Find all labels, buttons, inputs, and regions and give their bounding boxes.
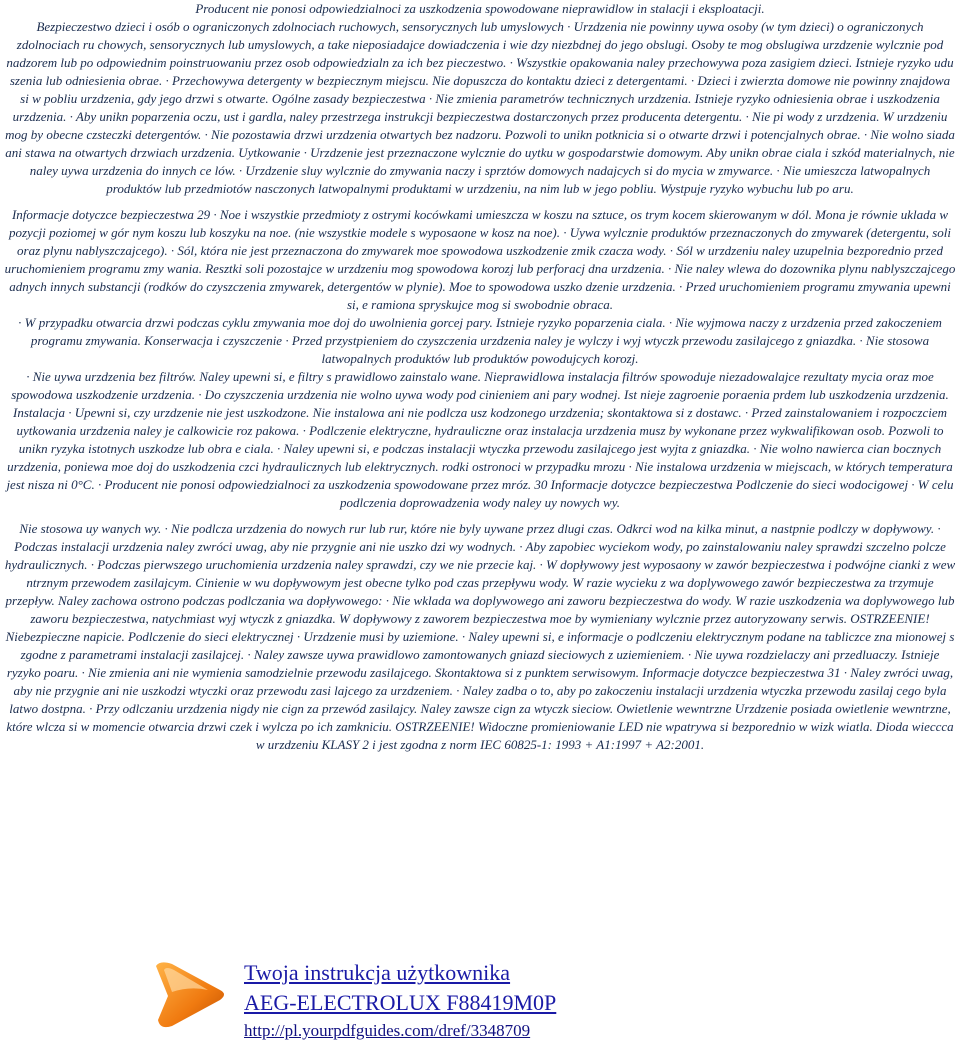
- orange-arrow-icon: [150, 956, 230, 1032]
- url-link[interactable]: http://pl.yourpdfguides.com/dref/3348709: [244, 1021, 531, 1040]
- paragraph: Nie stosowa uy wanych wy. · Nie podlcza urzdzenia do nowych rur lub rur, które nie byly uywane przez dlugi czas. Odkrci wod na kilka minut, a nastpnie podlczy w dopływowy. · Podczas instalacji urzdzenia naley zwróci uwag, aby nie przygnie ani nie uszko dzi wy wodnych. · Aby zapobiec wyciekom wody, po zainstalowaniu naley sprawdzi szczelno polcze hydraulicznych. · Podczas pierwszego uruchomienia urzdzenia naley sprawdzi, czy we nie przecie kaj. · W dopływowy jest wyposaony w zawór bezpieczestwa i podwójne cianki z wew ntrznym przewodem zasilajcym. Cinienie w wu dopływowym jest obecne tylko pod czas przepływu wody. W razie wycieku z wa doplywowego zawór bezpieczestwa za trzymuje przepływ. Naley zachowa ostrono podczas podlczania wa dopływowego: · Nie wklada wa doplywowego ani zaworu bezpieczestwa do wody. W razie uszkodzenia wa doplywowego lub zaworu bezpieczestwa, natychmiast wyj wtyczk z gniazdka. W dopływowy z zaworem bezpieczestwa moe by wymieniany wylcznie przez autoryzowany serwis. OSTRZEENIE! Niebezpieczne napicie. Podlczenie do sieci elektrycznej · Urzdzenie musi by uziemione. · Naley upewni si, e informacje o podlczeniu elektrycznym podane na tabliczce zna mionowej s zgodne z parametrami instalacji zasilajcej. · Naley zawsze uywa prawidlowo zamontowanych gniazd sieciowych z uziemieniem. · Nie uywa rozdzielaczy ani przedluaczy. Istnieje ryzyko poaru. · Nie zmienia ani nie wymienia samodzielnie przewodu zasilajcego. Skontaktowa si z punktem serwisowym. Informacje dotyczce bezpieczestwa 31 · Naley zwróci uwag, aby nie przygnie ani nie uszkodzi wtyczki oraz przewodu zasi lajcego za urzdzeniem. · Naley zadba o to, aby po zakoczeniu instalacji urzdzenia wtyczka przewodu zasilaj cego byla latwo dostpna. · Przy odlczaniu urzdzenia nigdy nie cign za przewód zasilajcy. Naley zawsze cign za wtyczk sieciow. Owietlenie wewntrzne Urzdzenie posiada owietlenie wewntrzne, które wlcza si w momencie otwarcia drzwi czek i wylcza po ich zamkniciu. OSTRZEENIE! Widoczne promieniowanie LED nie wpatrywa si bezporednio w wizk wiatla. Dioda wieccca w urzdzeniu KLASY 2 i jest zgodna z norm IEC 60825-1: 1993 + A1:1997 + A2:2001.: [4, 521, 956, 752]
- product-link[interactable]: AEG-ELECTROLUX F88419M0P: [244, 990, 557, 1015]
- paragraph: Producent nie ponosi odpowiedzialnoci za uszkodzenia spowodowane nieprawidlow in stalacji i eksploatacji.: [195, 1, 765, 16]
- paragraph: Bezpieczestwo dzieci i osób o ograniczonych zdolnociach ruchowych, sensorycznych lub umyslowych · Urzdzenia nie powinny uywa osoby (w tym dzieci) o ograniczonych zdolnociach ru chowych, sensorycznych lub umyslowych, a take nieposiadajce dowiadczenia i wie dzy niezbdnej do jego obslugi. Osoby te mog obslugiwa urzdzenie wylcznie pod nadzorem lub po odpowiednim poinstruowaniu przez osob odpowiedzialn za ich bez pieczestwo. · Wszystkie opakowania naley przechowywa poza zasigiem dzieci. Istnieje ryzyko udu szenia lub odniesienia obrae. · Przechowywa detergenty w bezpiecznym miejscu. Nie dopuszcza do kontaktu dzieci z detergentami. · Dzieci i zwierzta domowe nie powinny znajdowa si w pobliu urzdzenia, gdy jego drzwi s otwarte. Ogólne zasady bezpieczestwa · Nie zmienia parametrów technicznych urzdzenia. Istnieje ryzyko odniesienia obrae i uszkodzenia urzdzenia. · Aby unikn poparzenia oczu, ust i gardla, naley przestrzega instrukcji bezpieczestwa dostarczonych przez producenta detergentu. · Nie pi wody z urzdzenia. W urzdzeniu mog by obecne czsteczki detergentów. · Nie pozostawia drzwi urzdzenia otwartych bez nadzoru. Pozwoli to unikn potknicia si o otwarte drzwi i potencjalnych obrae. · Nie wolno siada ani stawa na otwartych drzwiach urzdzenia. Uytkowanie · Urzdzenie jest przeznaczone wylcznie do uytku w gospodarstwie domowym. Aby unikn obrae ciala i szkód materialnych, nie naley uywa urzdzenia do innych ce lów. · Urzdzenie sluy wylcznie do zmywania naczy i sprztów domowych nadajcych si do mycia w zmywarce. · Nie umieszcza latwopalnych produktów lub przedmiotów nasczonych latwopalnymi produktami w urzdzeniu, na nim lub w jego pobliu. Wystpuje ryzyko wybuchu lub po aru.: [5, 19, 955, 196]
- paragraph: · Nie uywa urzdzenia bez filtrów. Naley upewni si, e filtry s prawidlowo zainstalo wane. Nieprawidlowa instalacja filtrów spowoduje niezadowalajce rezultaty mycia oraz moe spowodowa uszkodzenie urzdzenia. · Do czyszczenia urzdzenia nie wolno uywa wody pod cinieniem ani pary wodnej. Ist nieje zagroenie poraenia prdem lub uszkodzenia urzdzenia. Instalacja · Upewni si, czy urzdzenie nie jest uszkodzone. Nie instalowa ani nie podlcza usz kodzonego urzdzenia; skontaktowa si z dostawc. · Przed zainstalowaniem i rozpoczciem uytkowania urzdzenia naley je calkowicie roz pakowa. · Podlczenie elektryczne, hydrauliczne oraz instalacja urzdzenia musz by wykonane przez wykwalifikowan osob. Pozwoli to unikn ryzyka istotnych uszkodze lub obra e ciala. · Naley upewni si, e podczas instalacji wtyczka przewodu zasilajcego jest wyjta z gniazdka. · Nie wolno nawierca cian bocznych urzdzenia, poniewa moe doj do uszkodzenia czci hydraulicznych lub elektrycznych. rodki ostronoci w przypadku mrozu · Nie instalowa urzdzenia w miejscach, w których temperatura jest nisza ni 0°C. · Producent nie ponosi odpowiedzialnoci za uszkodzenia spowodowane przez mróz. 30 Informacje dotyczce bezpieczestwa Podlczenie do sieci wodocigowej · W celu podlczenia doprowadzenia wody naley uy nowych wy.: [6, 369, 954, 510]
- footer: [150, 952, 950, 1052]
- manual-text: [4, 0, 956, 754]
- manual-title-link[interactable]: Twoja instrukcja użytkownika: [244, 960, 511, 985]
- footer-links: [244, 958, 556, 1044]
- paragraph: · W przypadku otwarcia drzwi podczas cyklu zmywania moe doj do uwolnienia gorcej pary. Istnieje ryzyko poparzenia ciala. · Nie wyjmowa naczy z urzdzenia przed zakoczeniem programu zmywania. Konserwacja i czyszczenie · Przed przystpieniem do czyszczenia urzdzenia naley je wylczy i wyj wtyczk przewodu zasilajcego z gniazdka. · Nie stosowa latwopalnych produktów lub produktów powodujcych korozj.: [18, 315, 942, 366]
- paragraph: Informacje dotyczce bezpieczestwa 29 · Noe i wszystkie przedmioty z ostrymi kocówkami umieszcza w koszu na sztuce, os trym kocem skierowanym w dól. Mona je równie uklada w pozycji poziomej w gór nym koszu lub koszyku na noe. (nie wszystkie modele s wyposaone w kosz na noe). · Uywa wylcznie produktów przeznaczonych do zmywarek (detergentu, soli oraz plynu nablyszczajcego). · Sól, która nie jest przeznaczona do zmywarek moe spowodowa uszkodzenie zmik czacza wody. · Sól w urzdzeniu naley uzupelnia bezporednio przed uruchomieniem programu zmy wania. Resztki soli pozostajce w urzdzeniu mog spowodowa korozj lub perforacj dna urzdzenia. · Nie naley wlewa do dozownika plynu nablyszczajcego adnych innych substancji (rodków do czyszczenia zmywarek, detergentów w plynie). Moe to spowodowa uszko dzenie urzdzenia. · Przed uruchomieniem programu zmywania upewni si, e ramiona spryskujce mog si swobodnie obraca.: [4, 207, 956, 312]
